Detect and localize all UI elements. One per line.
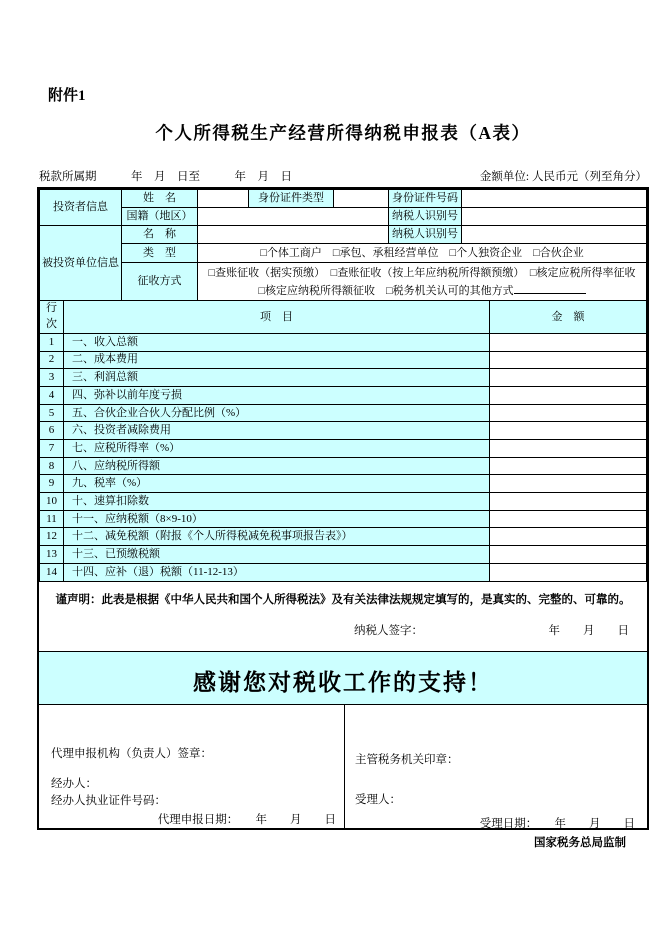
id-number-label: 身份证件号码 <box>389 190 462 208</box>
row-no: 3 <box>40 369 64 387</box>
table-row <box>40 493 647 511</box>
item-label: 五、合伙企业合伙人分配比例（%） <box>64 404 490 422</box>
table-row <box>40 404 647 422</box>
table-row <box>40 263 647 301</box>
table-row <box>40 208 647 226</box>
authority-seal-label: 主管税务机关印章： <box>354 753 459 766</box>
agent-operator-label: 经办人： <box>51 777 97 790</box>
investor-info-table <box>39 189 647 301</box>
amount-field[interactable] <box>490 404 647 422</box>
agent-seal-label: 代理申报机构（负责人）签章： <box>51 747 212 760</box>
column-header-amount: 金 额 <box>490 301 647 334</box>
meta-row <box>37 168 649 184</box>
row-no: 13 <box>40 546 64 564</box>
nationality-label: 国籍（地区） <box>122 208 198 226</box>
table-row <box>40 528 647 546</box>
authority-date-row <box>355 817 639 831</box>
table-row <box>40 440 647 458</box>
items-header-row <box>40 301 647 334</box>
amount-field[interactable] <box>490 422 647 440</box>
agent-date-text: 年 月 日 <box>255 813 336 826</box>
column-header-item: 项 目 <box>64 301 490 334</box>
row-no: 11 <box>40 510 64 528</box>
declaration-statement: 谨声明：此表是根据《中华人民共和国个人所得税法》及有关法律法规规定填写的，是真实的、完整的、可靠的。 <box>55 593 631 606</box>
row-no: 1 <box>40 333 64 351</box>
row-no: 12 <box>40 528 64 546</box>
entity-name-label: 名 称 <box>122 226 198 244</box>
amount-field[interactable] <box>490 510 647 528</box>
form-box <box>37 187 649 830</box>
amount-field[interactable] <box>490 351 647 369</box>
row-no: 5 <box>40 404 64 422</box>
table-row <box>40 351 647 369</box>
table-row <box>40 226 647 244</box>
investor-tin-label: 纳税人识别号 <box>389 208 462 226</box>
attachment-label: 附件1 <box>48 88 86 104</box>
amount-field[interactable] <box>490 493 647 511</box>
authority-receiver-label: 受理人： <box>354 793 401 806</box>
row-no: 14 <box>40 563 64 581</box>
item-label: 七、应税所得率（%） <box>64 440 490 458</box>
item-label: 一、收入总额 <box>64 333 490 351</box>
agent-box <box>39 705 345 828</box>
agent-date-row <box>51 813 340 827</box>
item-label: 八、应纳税所得额 <box>64 457 490 475</box>
row-no: 6 <box>40 422 64 440</box>
table-row <box>40 333 647 351</box>
tax-period-label: 税款所属期 年 月 日至 年 月 日 <box>39 171 292 183</box>
item-label: 十、速算扣除数 <box>64 493 490 511</box>
amount-unit-label: 金额单位: 人民币元（列至角分） <box>479 171 647 183</box>
declaration-section <box>39 581 647 652</box>
nationality-field[interactable] <box>198 208 389 226</box>
row-no: 4 <box>40 386 64 404</box>
row-no: 10 <box>40 493 64 511</box>
amount-field[interactable] <box>490 563 647 581</box>
item-label: 十一、应纳税额（8×9-10） <box>64 510 490 528</box>
collection-method-line1: □查账征收（据实预缴） □查账征收（按上年应纳税所得额预缴） □核定应税所得率征收 <box>208 266 636 279</box>
item-label: 四、弥补以前年度亏损 <box>64 386 490 404</box>
entity-section-label: 被投资单位信息 <box>40 226 122 301</box>
thank-you-banner: 感谢您对税收工作的支持！ <box>39 651 647 705</box>
entity-type-options: □个体工商户 □承包、承租经营单位 □个人独资企业 □合伙企业 <box>198 244 647 263</box>
entity-type-label: 类 型 <box>122 244 198 263</box>
amount-field[interactable] <box>490 333 647 351</box>
signature-date-label: 年 月 日 <box>548 624 629 637</box>
table-row <box>40 386 647 404</box>
item-label: 二、成本费用 <box>64 351 490 369</box>
table-row <box>40 244 647 263</box>
amount-field[interactable] <box>490 440 647 458</box>
table-row <box>40 546 647 564</box>
column-header-row-no: 行次 <box>40 301 64 334</box>
entity-tin-label: 纳税人识别号 <box>389 226 462 244</box>
entity-name-field[interactable] <box>198 226 389 244</box>
other-method-blank-line <box>514 282 586 294</box>
authority-date-label: 受理日期： <box>479 817 532 830</box>
amount-field[interactable] <box>490 528 647 546</box>
row-no: 7 <box>40 440 64 458</box>
table-row <box>40 475 647 493</box>
table-row <box>40 190 647 208</box>
row-no: 9 <box>40 475 64 493</box>
row-no: 8 <box>40 457 64 475</box>
authority-date-text: 年 月 日 <box>554 817 635 830</box>
items-table <box>39 300 647 582</box>
item-label: 十四、应补（退）税额（11-12-13） <box>64 563 490 581</box>
agent-date-label: 代理申报日期： <box>157 813 233 826</box>
investor-name-field[interactable] <box>198 190 249 208</box>
id-type-label: 身份证件类型 <box>249 190 334 208</box>
agent-operator-id-label: 经办人执业证件号码： <box>51 794 166 807</box>
item-label: 十二、减免税额（附报《个人所得税减免税事项报告表》） <box>64 528 490 546</box>
table-row <box>40 457 647 475</box>
item-label: 六、投资者减除费用 <box>64 422 490 440</box>
form-title: 个人所得税生产经营所得纳税申报表（A表） <box>155 123 531 143</box>
collection-method-options <box>198 263 647 301</box>
table-row <box>40 422 647 440</box>
investor-tin-field[interactable] <box>462 208 647 226</box>
item-label: 九、税率（%） <box>64 475 490 493</box>
amount-field[interactable] <box>490 386 647 404</box>
signature-boxes <box>39 704 647 828</box>
investor-section-label: 投资者信息 <box>40 190 122 226</box>
investor-name-label: 姓 名 <box>122 190 198 208</box>
table-row <box>40 510 647 528</box>
item-label: 三、利润总额 <box>64 369 490 387</box>
id-number-field[interactable] <box>462 190 647 208</box>
amount-field[interactable] <box>490 475 647 493</box>
id-type-field[interactable] <box>334 190 389 208</box>
table-row <box>40 369 647 387</box>
row-no: 2 <box>40 351 64 369</box>
collection-method-label: 征收方式 <box>122 263 198 301</box>
form-content <box>37 0 649 850</box>
authority-box <box>345 705 647 828</box>
amount-field[interactable] <box>490 546 647 564</box>
collection-method-line2: □核定应纳税所得额征收 □税务机关认可的其他方式 <box>200 282 644 300</box>
item-label: 十三、已预缴税额 <box>64 546 490 564</box>
issuer-footer: 国家税务总局监制 <box>534 836 626 849</box>
declaration-signature-row <box>49 622 637 638</box>
amount-field[interactable] <box>490 369 647 387</box>
table-row <box>40 563 647 581</box>
amount-field[interactable] <box>490 457 647 475</box>
taxpayer-signature-label: 纳税人签字： <box>354 624 423 637</box>
entity-tin-field[interactable] <box>462 226 647 244</box>
